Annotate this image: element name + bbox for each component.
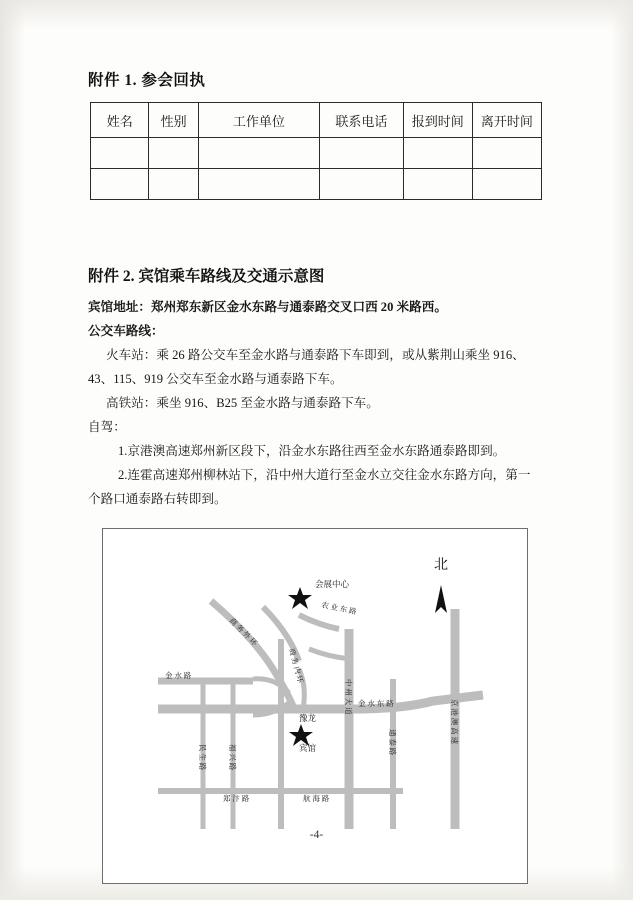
road-label-zhengbian: 郑 汴 路	[223, 794, 250, 804]
road-label-fuxing: 福 兴 路	[228, 744, 237, 771]
page-content	[88, 68, 546, 884]
cell-name	[91, 138, 149, 169]
compass-label: 北	[434, 558, 448, 574]
column-header-phone: 联系电话	[320, 103, 404, 138]
train-station-route-line-2: 43、115、919 公交车至金水路与通泰路下车。	[88, 372, 343, 387]
road-label-jinshui: 金 水 路	[165, 671, 192, 681]
road-label-tongtai: 通 泰 路	[388, 729, 397, 756]
highspeed-station-route-line: 高铁站：乘坐 916、B25 至金水路与通泰路下车。	[106, 396, 379, 411]
road-label-jinggangao: 京 港 澳 高 速	[450, 699, 459, 745]
road-label-minsheng: 民 生 路	[198, 744, 207, 771]
bus-route-label: 公交车路线：	[88, 324, 164, 339]
label-yulong-hotel-2: 宾馆	[299, 743, 317, 754]
scan-shadow-right	[611, 0, 633, 900]
cell-name	[91, 169, 149, 200]
column-header-gender: 性别	[149, 103, 198, 138]
label-exhibition-center: 会展中心	[315, 579, 350, 590]
cell-workplace	[198, 138, 319, 169]
self-drive-label: 自驾：	[88, 420, 126, 435]
cell-gender	[149, 138, 198, 169]
road-label-hanghai: 航 海 路	[303, 794, 330, 804]
appendix2-heading: 附件 2. 宾馆乘车路线及交通示意图	[88, 268, 325, 285]
cell-departure	[472, 169, 541, 200]
page-number: -4-	[309, 829, 324, 841]
table-row	[91, 169, 542, 200]
road-label-zhongzhou: 中 州 大 道	[344, 679, 353, 715]
self-drive-route-1: 1.京港澳高速郑州新区段下，沿金水东路往西至金水东路通泰路即到。	[118, 444, 506, 459]
hotel-address-line: 宾馆地址：郑州郑东新区金水东路与通泰路交叉口西 20 米路西。	[88, 300, 447, 314]
participation-receipt-table	[90, 102, 542, 200]
scan-shadow-top	[0, 0, 633, 30]
cell-departure	[472, 138, 541, 169]
appendix1-heading: 附件 1. 参会回执	[88, 72, 206, 89]
cell-phone	[320, 138, 404, 169]
cell-gender	[149, 169, 198, 200]
self-drive-route-2-line-1: 2.连霍高速郑州柳林站下，沿中州大道行至金水立交往金水东路方向，第一	[118, 468, 531, 483]
road-label-north-connector: 农 业 东 路	[320, 600, 358, 617]
scan-shadow-left	[0, 0, 26, 900]
column-header-departure: 离开时间	[472, 103, 541, 138]
label-yulong-hotel-1: 豫龙	[299, 713, 317, 724]
cell-arrival	[403, 138, 472, 169]
cell-phone	[320, 169, 404, 200]
column-header-name: 姓名	[91, 103, 149, 138]
column-header-arrival: 报到时间	[403, 103, 472, 138]
table-row	[91, 138, 542, 169]
road-label-jinshui-east: 金 水 东 路	[358, 699, 394, 709]
road-label-shangwu-inner: 商 务 内 环	[287, 647, 305, 685]
train-station-route-line-1: 火车站：乘 26 路公交车至金水路与通泰路下车即到，或从紫荆山乘坐 916、	[106, 348, 525, 363]
road-label-shangwu-outer: 商 务 外 环	[227, 616, 260, 648]
cell-arrival	[403, 169, 472, 200]
column-header-workplace: 工作单位	[198, 103, 319, 138]
self-drive-route-2-line-2: 个路口通泰路右转即到。	[88, 492, 227, 507]
table-header-row	[91, 103, 542, 138]
cell-workplace	[198, 169, 319, 200]
section-spacer	[88, 200, 546, 264]
